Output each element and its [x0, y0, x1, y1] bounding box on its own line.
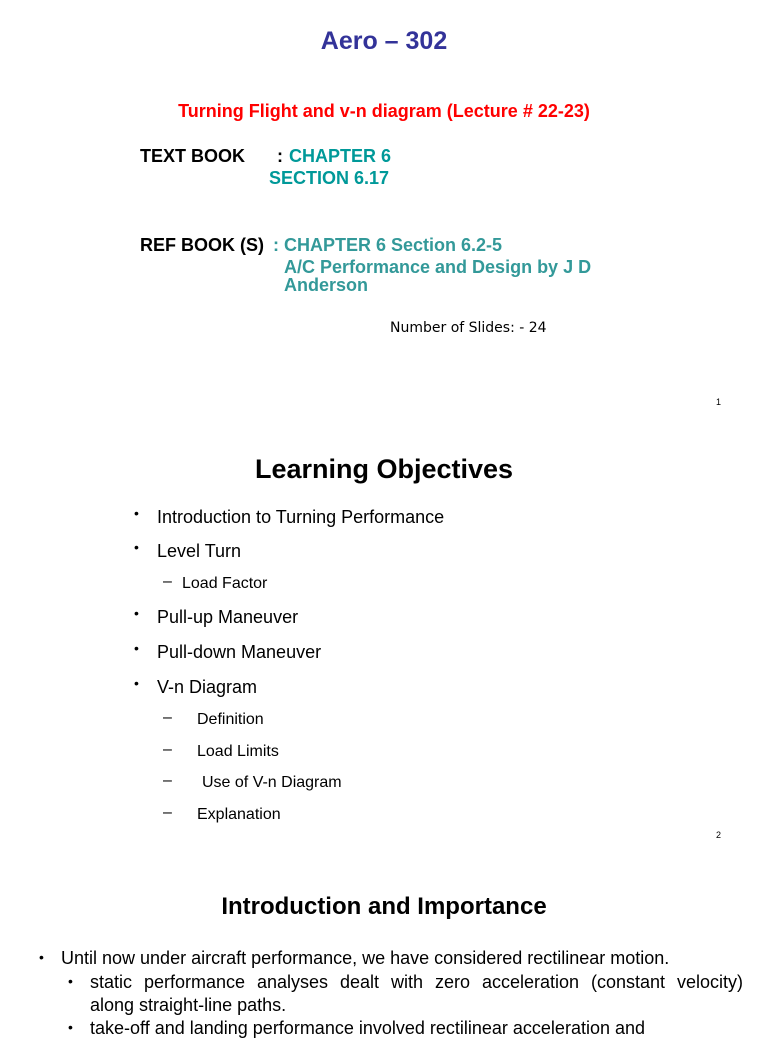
slide-title: Introduction and Importance — [221, 893, 547, 920]
sub-list-item: Explanation — [197, 806, 281, 823]
sub-bullet-text: take-off and landing performance involved rectilinear acceleration and — [90, 1018, 646, 1038]
bullet-marker: • — [134, 505, 139, 521]
dash-marker: – — [163, 804, 172, 821]
slide-title: Aero – 302 — [320, 27, 448, 55]
list-item: Introduction to Turning Performance — [157, 507, 445, 527]
ref-book-author: Anderson — [284, 275, 369, 295]
sub-list-item: Load Factor — [182, 575, 268, 592]
sub-list-item: Use of V-n Diagram — [202, 774, 342, 791]
text-book-chapter: CHAPTER 6 — [289, 146, 392, 166]
sub-bullet-text: static performance analyses dealt with zero acceleration (constant velocity) — [90, 972, 743, 992]
page-number: 1 — [716, 397, 722, 407]
slide-title: Learning Objectives — [254, 454, 514, 484]
bullet-marker: • — [134, 539, 139, 555]
ref-book-chapter: CHAPTER 6 Section 6.2-5 — [284, 235, 503, 255]
sub-list-item: Definition — [197, 711, 264, 728]
text-book-section: SECTION 6.17 — [269, 168, 390, 188]
dash-marker: – — [163, 741, 172, 758]
text-book-colon: : — [277, 146, 283, 166]
dash-marker: – — [163, 772, 172, 789]
dash-marker: – — [163, 573, 172, 590]
bullet-marker: • — [68, 973, 73, 989]
sub-list-item: Load Limits — [197, 743, 279, 760]
bullet-marker: • — [68, 1019, 73, 1035]
ref-book-title: A/C Performance and Design by J D — [284, 257, 592, 277]
text-book-label: TEXT BOOK — [140, 146, 246, 166]
list-item: Pull-down Maneuver — [157, 642, 322, 662]
list-item: V-n Diagram — [157, 677, 258, 697]
bullet-marker: • — [134, 640, 139, 656]
page-number: 2 — [716, 830, 722, 840]
dash-marker: – — [163, 709, 172, 726]
slide-1 — [0, 0, 768, 430]
bullet-text: Until now under aircraft performance, we have considered rectilinear motion. — [61, 948, 670, 968]
lecture-subtitle: Turning Flight and v-n diagram (Lecture # 22-23) — [178, 101, 590, 121]
ref-book-colon: : — [273, 235, 279, 255]
list-item: Level Turn — [157, 541, 242, 561]
bullet-marker: • — [134, 675, 139, 691]
list-item: Pull-up Maneuver — [157, 607, 299, 627]
ref-book-label: REF BOOK (S) — [140, 235, 264, 255]
slide-3 — [0, 860, 768, 1038]
bullet-marker: • — [39, 949, 44, 965]
slides-count: Number of Slides: - 24 — [390, 320, 547, 336]
slide-2 — [0, 430, 768, 860]
sub-bullet-text: along straight-line paths. — [90, 995, 287, 1015]
bullet-marker: • — [134, 605, 139, 621]
